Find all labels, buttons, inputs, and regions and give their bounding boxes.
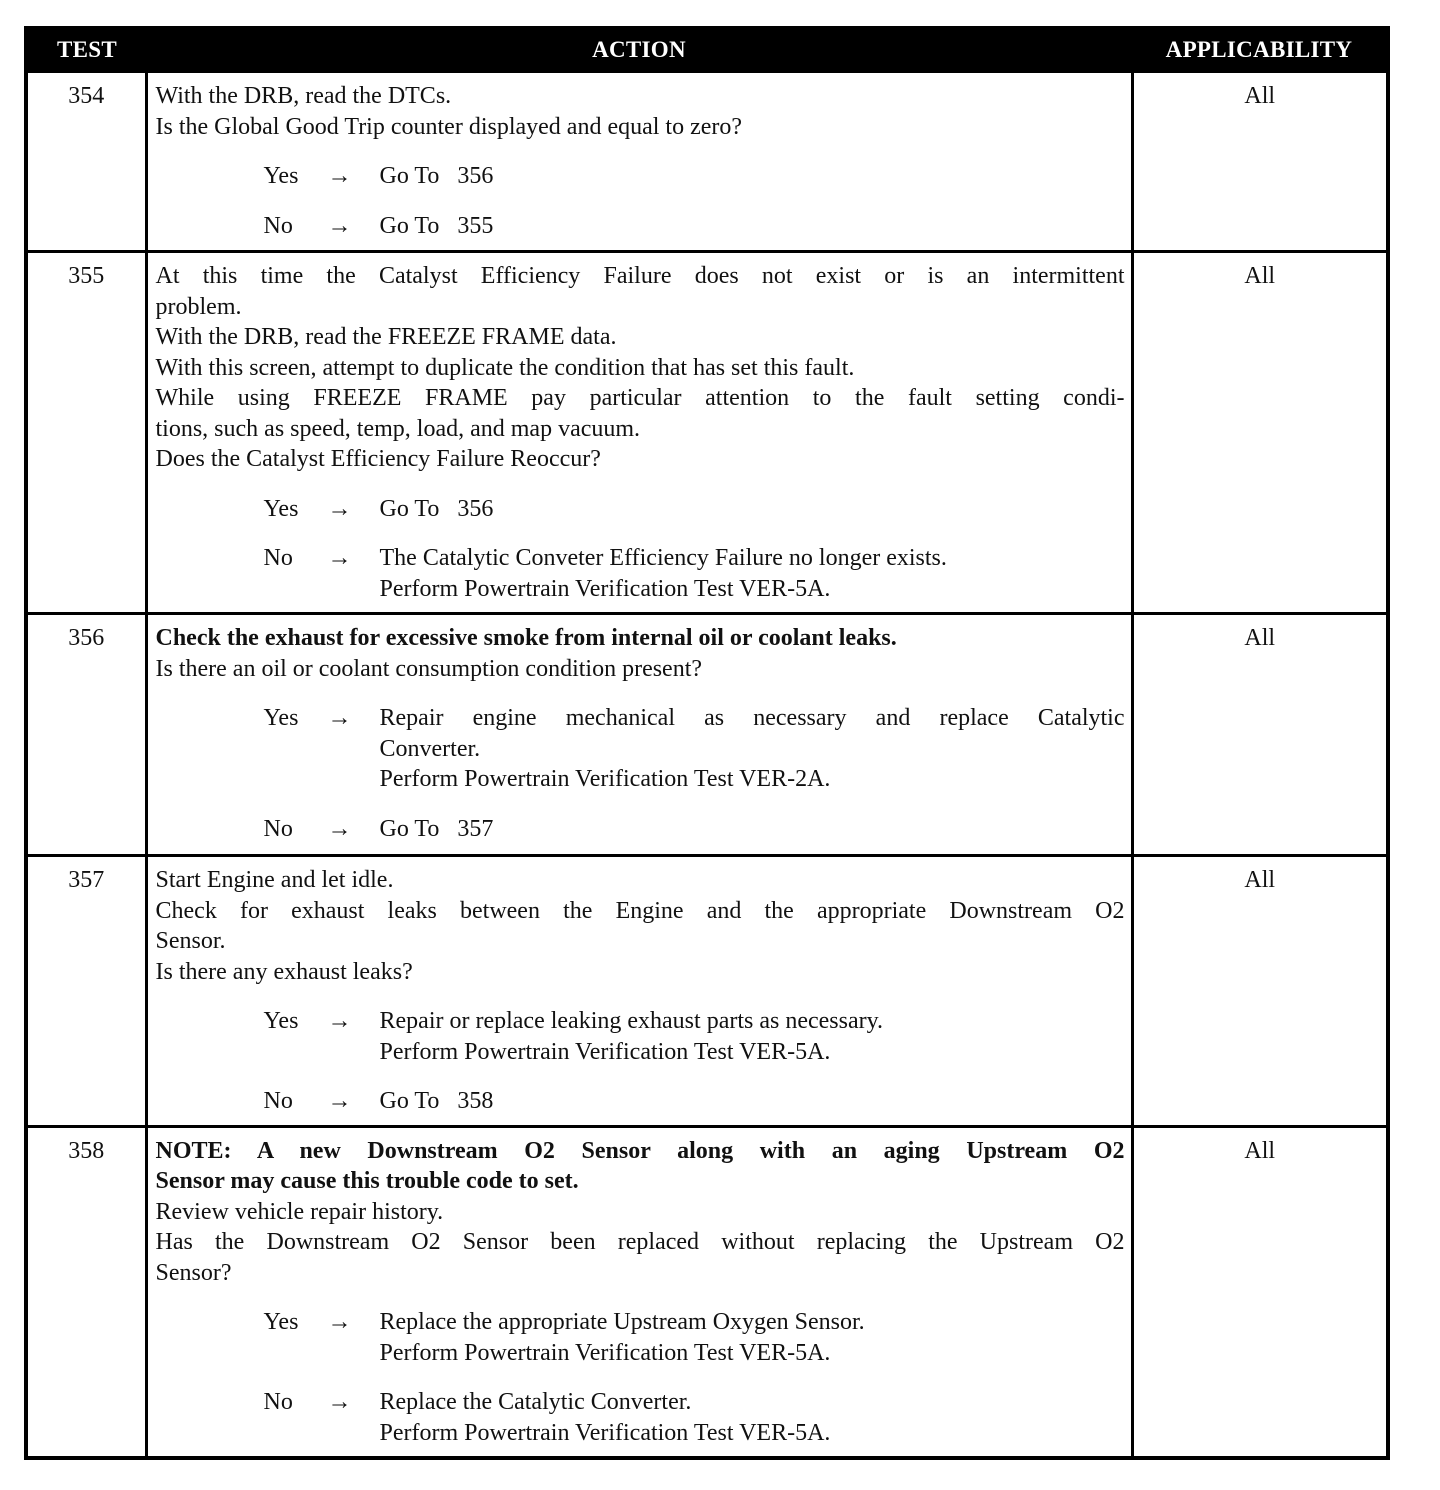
answer-yes: Yes — [263, 495, 299, 522]
arrow-icon: → — [327, 1389, 352, 1415]
test-row-355 — [26, 252, 1388, 614]
answer-no: No — [263, 1088, 293, 1114]
result-line: Go To 357 — [379, 815, 494, 842]
result-line: Converter. — [379, 735, 481, 762]
header-test: TEST — [26, 28, 146, 72]
result-line: Repair or replace leaking exhaust parts as necessary. — [379, 1008, 884, 1034]
test-number: 358 — [26, 1126, 146, 1458]
action-line: Has the Downstream O2 Sensor been replaced without replacing the Upstream O2 — [155, 1229, 1125, 1255]
result-line: Perform Powertrain Verification Test VER-5A. — [379, 1419, 831, 1446]
arrow-icon: → — [327, 495, 352, 522]
branch-result — [380, 161, 1125, 192]
result-line: Go To 355 — [379, 212, 494, 239]
test-row-358 — [26, 1126, 1388, 1458]
answer-no: No — [263, 1389, 293, 1415]
branch-result — [380, 1086, 1125, 1117]
result-line: Go To 356 — [379, 495, 494, 522]
yes-branch — [156, 494, 1125, 525]
answer-yes: Yes — [263, 705, 299, 731]
answer-yes: Yes — [263, 1309, 299, 1335]
applicability-value: All — [1132, 856, 1388, 1127]
no-branch — [156, 1387, 1125, 1448]
no-branch — [156, 1086, 1125, 1117]
action-bold-line: NOTE: A new Downstream O2 Sensor along with an aging Upstream O2 — [155, 1137, 1125, 1164]
yes-branch — [156, 1006, 1125, 1067]
action-cell — [146, 252, 1132, 614]
test-number: 355 — [26, 252, 146, 614]
applicability-value: All — [1132, 252, 1388, 614]
test-row-356 — [26, 614, 1388, 856]
result-line: Go To 358 — [379, 1088, 494, 1114]
test-row-357 — [26, 856, 1388, 1127]
header-row — [26, 28, 1388, 72]
branch-result — [380, 1307, 1125, 1368]
result-line: The Catalytic Conveter Efficiency Failure no longer exists. — [379, 545, 947, 571]
action-line: With this screen, attempt to duplicate the condition that has set this fault. — [155, 354, 855, 381]
result-line: Perform Powertrain Verification Test VER-5A. — [379, 575, 831, 602]
arrow-icon: → — [327, 705, 352, 731]
test-number: 354 — [26, 72, 146, 252]
result-line: Go To 356 — [379, 163, 494, 189]
action-line: Sensor? — [155, 1259, 232, 1286]
arrow-icon: → — [327, 1088, 352, 1114]
action-line: Is there any exhaust leaks? — [155, 958, 413, 985]
action-cell — [146, 72, 1132, 252]
no-branch — [156, 543, 1125, 604]
applicability-value: All — [1132, 72, 1388, 252]
action-line: Is the Global Good Trip counter displayed and equal to zero? — [155, 113, 743, 140]
arrow-icon: → — [327, 545, 352, 571]
applicability-value: All — [1132, 614, 1388, 856]
test-number: 357 — [26, 856, 146, 1127]
action-line: While using FREEZE FRAME pay particular attention to the fault setting condi- — [155, 385, 1125, 411]
answer-no: No — [263, 545, 293, 571]
result-line: Replace the appropriate Upstream Oxygen Sensor. — [379, 1309, 865, 1335]
result-line: Perform Powertrain Verification Test VER-5A. — [379, 1339, 831, 1366]
action-line: Does the Catalyst Efficiency Failure Reoccur? — [155, 446, 601, 472]
action-line: Start Engine and let idle. — [155, 867, 394, 893]
arrow-icon: → — [327, 1309, 352, 1335]
answer-no: No — [263, 815, 293, 842]
arrow-icon: → — [327, 815, 352, 842]
applicability-value: All — [1132, 1126, 1388, 1458]
action-line: Sensor. — [155, 928, 226, 954]
result-line: Repair engine mechanical as necessary and replace Catalytic — [379, 705, 1125, 731]
header-action: ACTION — [146, 28, 1132, 72]
branch-result — [380, 494, 1125, 525]
no-branch — [156, 211, 1125, 242]
action-cell — [146, 856, 1132, 1127]
branch-result — [380, 543, 1125, 604]
action-line: problem. — [155, 293, 242, 320]
action-bold-line: Sensor may cause this trouble code to set. — [155, 1168, 579, 1194]
action-line: tions, such as speed, temp, load, and map vacuum. — [155, 415, 641, 442]
arrow-icon: → — [327, 1008, 352, 1034]
action-line: Review vehicle repair history. — [155, 1198, 444, 1225]
arrow-icon: → — [327, 212, 352, 239]
branch-result — [380, 814, 1125, 845]
answer-yes: Yes — [263, 163, 299, 189]
branch-result — [380, 703, 1125, 795]
branch-result — [380, 1006, 1125, 1067]
branch-result — [380, 211, 1125, 242]
action-cell — [146, 614, 1132, 856]
yes-branch — [156, 703, 1125, 795]
action-line: Is there an oil or coolant consumption condition present? — [155, 655, 703, 682]
action-bold-line: Check the exhaust for excessive smoke from internal oil or coolant leaks. — [155, 625, 897, 651]
action-line: At this time the Catalyst Efficiency Failure does not exist or is an intermittent — [155, 263, 1125, 289]
branch-result — [380, 1387, 1125, 1448]
arrow-icon: → — [327, 163, 352, 189]
header-applicability: APPLICABILITY — [1132, 28, 1388, 72]
action-line: Check for exhaust leaks between the Engine and the appropriate Downstream O2 — [155, 897, 1125, 924]
result-line: Replace the Catalytic Converter. — [379, 1389, 692, 1415]
action-line: With the DRB, read the FREEZE FRAME data. — [155, 324, 617, 350]
result-line: Perform Powertrain Verification Test VER-2A. — [379, 766, 831, 792]
action-line: With the DRB, read the DTCs. — [155, 83, 452, 109]
no-branch — [156, 814, 1125, 845]
test-row-354 — [26, 72, 1388, 252]
test-number: 356 — [26, 614, 146, 856]
yes-branch — [156, 161, 1125, 192]
answer-yes: Yes — [263, 1008, 299, 1034]
action-cell — [146, 1126, 1132, 1458]
diagnostic-test-table — [24, 26, 1390, 1460]
result-line: Perform Powertrain Verification Test VER-5A. — [379, 1038, 831, 1065]
answer-no: No — [263, 212, 293, 239]
yes-branch — [156, 1307, 1125, 1368]
